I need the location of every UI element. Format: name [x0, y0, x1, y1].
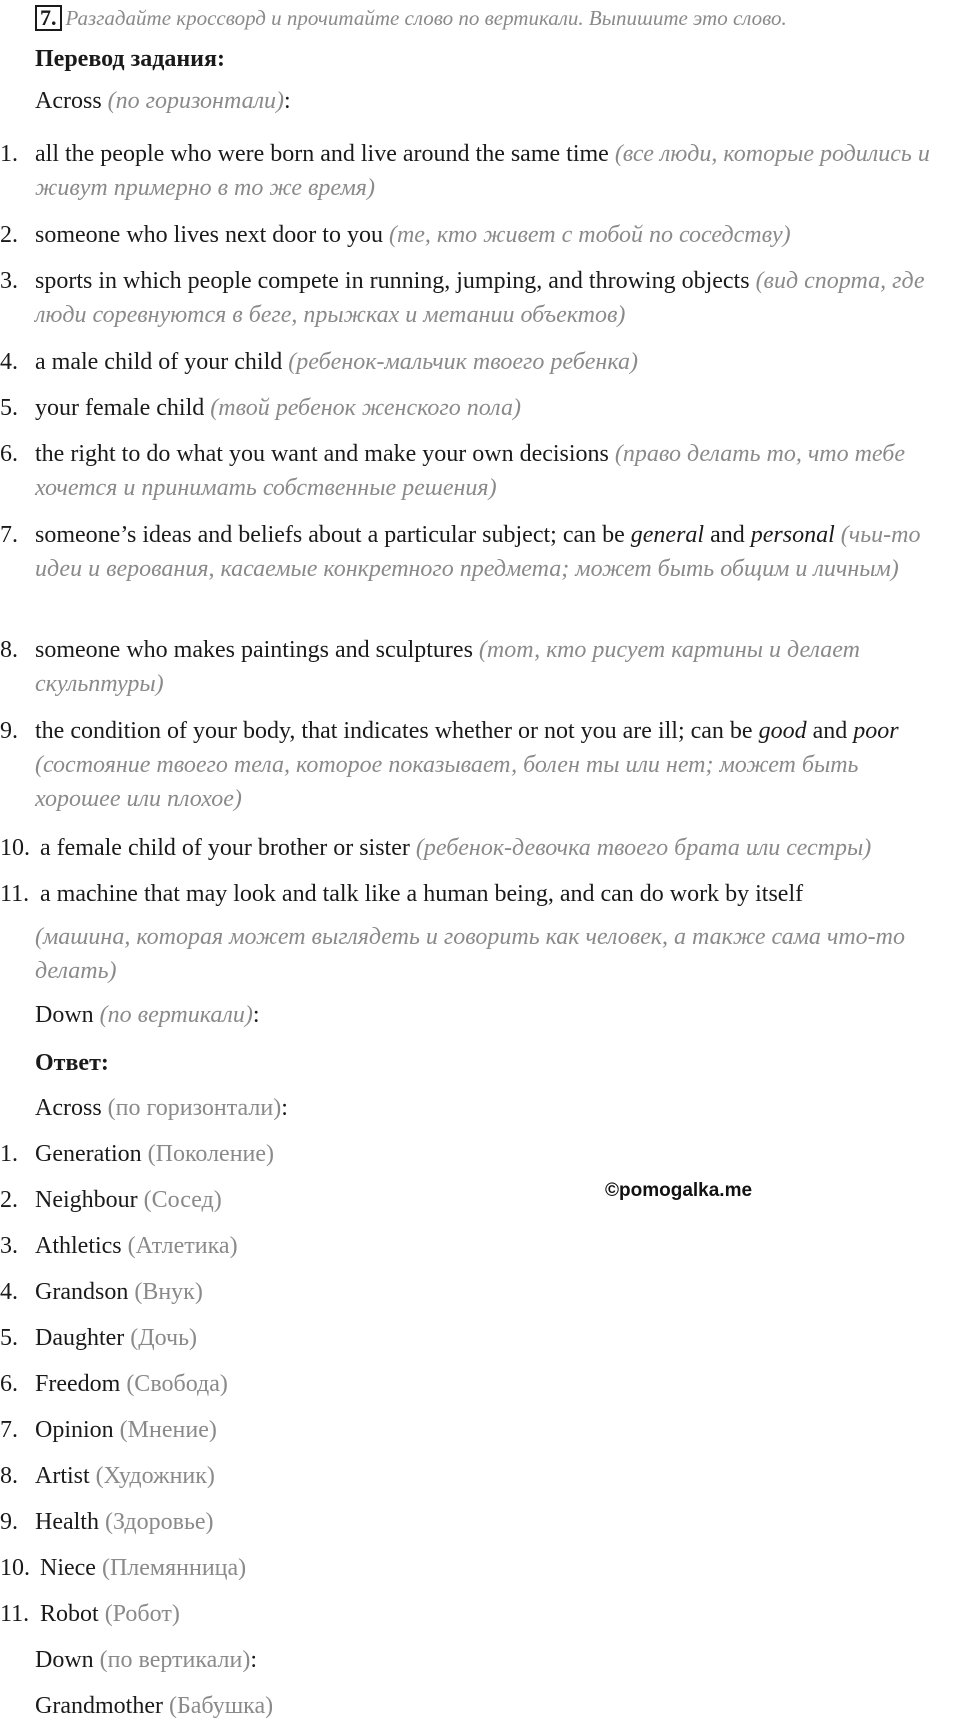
clue-number: 7. [0, 522, 18, 548]
across-label: Across [35, 88, 102, 114]
answer-translation: (Дочь) [130, 1325, 198, 1351]
answer-down-label-ru: (по вертикали) [99, 1647, 251, 1673]
answer-word: Health [35, 1509, 99, 1535]
clue-item [0, 437, 930, 505]
answer-item [0, 1505, 214, 1539]
clue-item [0, 218, 930, 252]
clue-text-ru: (ребенок-девочка твоего брата или сестры) [415, 835, 872, 861]
colon: : [252, 1002, 260, 1028]
colon: : [281, 1095, 288, 1121]
answer-number: 4. [0, 1279, 18, 1305]
clue-number: 8. [0, 637, 18, 663]
clue-number: 6. [0, 441, 18, 467]
clue-text-en-italic: general [630, 522, 705, 548]
answer-number: 7. [0, 1417, 18, 1443]
clue-text-en-italic: personal [750, 522, 835, 548]
answer-word: Niece [40, 1555, 96, 1581]
clue-item [0, 714, 930, 816]
clue-text-ru: (право делать то, что тебе хочется и принимать собственные решения) [35, 441, 905, 501]
answer-number: 9. [0, 1509, 18, 1535]
clue-text-ru: (вид спорта, где люди соревнуются в беге, прыжках и метании объектов) [35, 268, 925, 328]
clue-number: 1. [0, 141, 18, 167]
answer-translation: (Внук) [134, 1279, 203, 1305]
answer-translation: (Сосед) [143, 1187, 222, 1213]
answer-number: 6. [0, 1371, 18, 1397]
clue-number: 4. [0, 349, 18, 375]
answer-translation: (Поколение) [147, 1141, 275, 1167]
answer-item [0, 1275, 203, 1309]
answer-number: 11. [0, 1601, 30, 1627]
answer-translation: (Племянница) [101, 1555, 247, 1581]
answer-word: Robot [40, 1601, 99, 1627]
answer-word: Neighbour [35, 1187, 138, 1213]
answer-word: Grandson [35, 1279, 129, 1305]
clue-number: 2. [0, 222, 18, 248]
translation-heading: Перевод задания: [35, 46, 225, 72]
answer-item [0, 1597, 180, 1631]
clue-text-ru: (чьи-то идеи и верования, касаемые конкретного предмета; может быть общим и личным) [35, 522, 921, 582]
answer-heading: Ответ: [35, 1050, 109, 1076]
answer-number: 1. [0, 1141, 18, 1167]
answer-item [0, 1551, 246, 1585]
clue-item [0, 137, 930, 205]
answer-translation: (Свобода) [126, 1371, 228, 1397]
clue-text-en: someone who makes paintings and sculptures [35, 637, 473, 663]
clue-number: 3. [0, 268, 18, 294]
clue-translation [0, 920, 930, 988]
answer-number: 5. [0, 1325, 18, 1351]
clue-text-ru: (те, кто живет с тобой по соседству) [388, 222, 791, 248]
answer-word: Freedom [35, 1371, 121, 1397]
clue-text-en: a female child of your brother or sister [40, 835, 410, 861]
across-heading [35, 84, 291, 118]
clue-number: 5. [0, 395, 18, 421]
clue-text-en: your female child [35, 395, 205, 421]
clue-item [0, 264, 930, 332]
down-answer-translation: (Бабушка) [168, 1693, 274, 1719]
clue-text-en: a machine that may look and talk like a human being, and can do work by itself [40, 881, 804, 907]
clue-text-ru: (все люди, которые родились и живут примерно в то же время) [35, 141, 930, 201]
answer-translation: (Мнение) [119, 1417, 217, 1443]
clue-text-en: a male child of your child [35, 349, 283, 375]
clue-text-en: all the people who were born and live around the same time [35, 141, 609, 167]
colon: : [284, 88, 291, 114]
clue-text-ru: (тот, кто рисует картины и делает скульптуры) [35, 637, 860, 697]
answer-word: Opinion [35, 1417, 114, 1443]
down-label: Down [35, 1002, 94, 1028]
task-number: 7. [35, 5, 62, 31]
answer-translation: (Атлетика) [127, 1233, 238, 1259]
answer-translation: (Здоровье) [104, 1509, 214, 1535]
answer-item [0, 1137, 274, 1171]
colon: : [250, 1647, 258, 1673]
clue-item [0, 633, 930, 701]
answer-number: 2. [0, 1187, 18, 1213]
answer-word: Athletics [35, 1233, 122, 1259]
answer-item [0, 1413, 217, 1447]
clue-text-en: someone’s ideas and beliefs about a particular subject; can be [35, 522, 625, 548]
clue-text-en: sports in which people compete in running, jumping, and throwing objects [35, 268, 750, 294]
clue-text-en-italic: good [758, 718, 807, 744]
answer-number: 10. [0, 1555, 30, 1581]
clue-number: 9. [0, 718, 18, 744]
clue-item [0, 391, 930, 425]
answer-item [0, 1183, 222, 1217]
answer-item [0, 1459, 215, 1493]
down-label: Down [35, 1647, 94, 1673]
clue-text-en: and [710, 522, 745, 548]
answer-across-heading [35, 1091, 288, 1125]
answer-translation: (Художник) [95, 1463, 215, 1489]
clue-item [0, 518, 930, 586]
answer-item [0, 1367, 228, 1401]
across-label: Across [35, 1095, 102, 1121]
answer-item [0, 1321, 197, 1355]
answer-word: Generation [35, 1141, 142, 1167]
answer-across-label-ru: (по горизонтали) [107, 1095, 282, 1121]
down-answer-word: Grandmother [35, 1693, 163, 1719]
clue-text-en: the condition of your body, that indicates whether or not you are ill; can be [35, 718, 753, 744]
clue-text-ru: (состояние твоего тела, которое показывает, болен ты или нет; может быть хорошее или плохое) [35, 752, 859, 812]
clue-text-ru: (твой ребенок женского пола) [210, 395, 521, 421]
task-instruction-line [35, 4, 787, 32]
clue-item [0, 831, 930, 865]
clue-number: 10. [0, 835, 30, 861]
clue-text-en-italic: poor [853, 718, 899, 744]
answer-word: Daughter [35, 1325, 125, 1351]
answer-number: 3. [0, 1233, 18, 1259]
across-label-ru: (по горизонтали) [107, 88, 285, 114]
answer-translation: (Робот) [104, 1601, 180, 1627]
clue-item [0, 877, 930, 911]
down-answer [35, 1689, 273, 1723]
answer-down-heading [35, 1643, 257, 1677]
down-heading [35, 998, 260, 1032]
clue-text-en: the right to do what you want and make your own decisions [35, 441, 609, 467]
answer-item [0, 1229, 238, 1263]
clue-text-ru: (ребенок-мальчик твоего ребенка) [288, 349, 638, 375]
watermark: ©pomogalka.me [605, 1180, 753, 1201]
answer-word: Artist [35, 1463, 90, 1489]
clue-text-en: and [812, 718, 848, 744]
clue-text-en: someone who lives next door to you [35, 222, 383, 248]
clue-number: 11. [0, 881, 30, 907]
clue-text-ru: (машина, которая может выглядеть и говорить как человек, а также сама что-то делать) [35, 924, 905, 984]
down-label-ru: (по вертикали) [99, 1002, 253, 1028]
task-instruction: Разгадайте кроссворд и прочитайте слово по вертикали. Выпишите это слово. [65, 6, 787, 30]
answer-number: 8. [0, 1463, 18, 1489]
clue-item [0, 345, 930, 379]
